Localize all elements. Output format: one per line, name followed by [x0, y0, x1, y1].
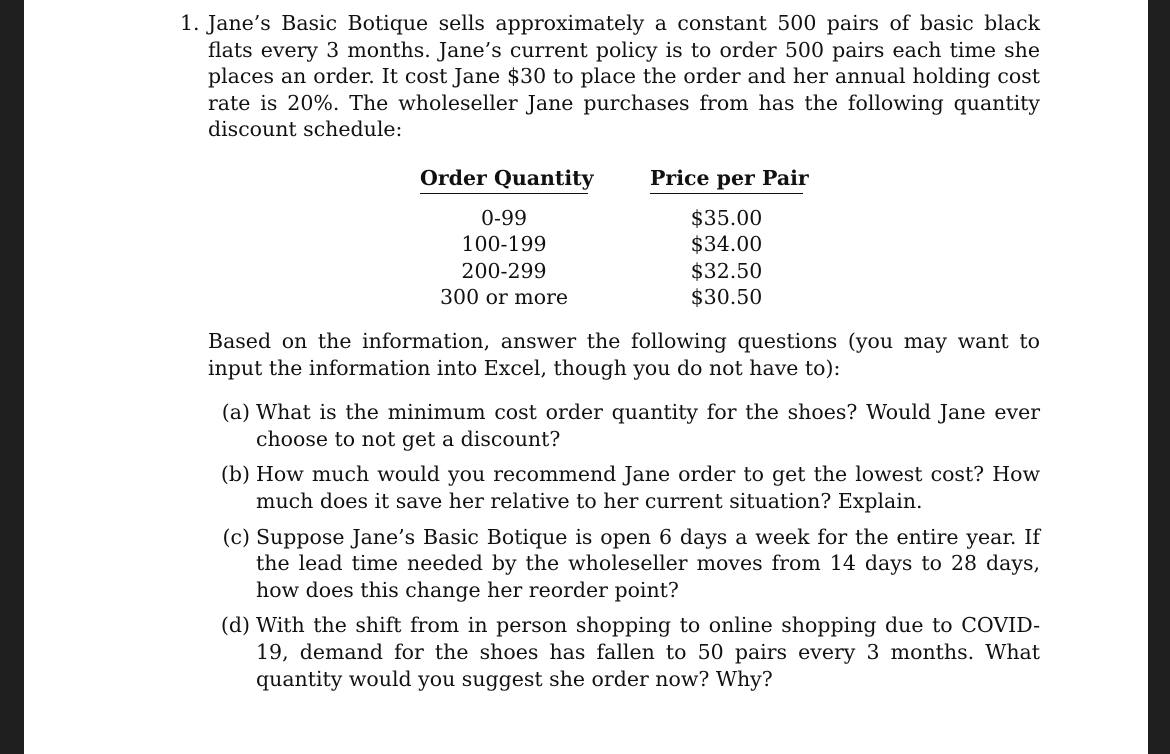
price-cell: $34.00 — [690, 232, 763, 257]
quantity-cell: 200-299 — [461, 258, 547, 283]
part-text: With the shift from in person shopping to online shopping due to COVID-19, demand for the shoes has fallen to 50 pairs every 3 months. What quantity would you suggest she order now? Why? — [256, 613, 1040, 691]
price-cell: $35.00 — [690, 205, 763, 230]
question-part-c — [222, 524, 1040, 604]
question-parts — [180, 399, 1040, 692]
price-per-pair-header: Price per Pair — [650, 165, 803, 194]
part-text: What is the minimum cost order quantity for the shoes? Would Jane ever choose to not get a discount? — [256, 400, 1040, 451]
quantity-cell: 0-99 — [480, 205, 528, 230]
discount-schedule-table — [180, 143, 1040, 328]
part-label: (b) — [220, 462, 250, 487]
part-label: (c) — [222, 524, 250, 549]
price-cell: $32.50 — [690, 258, 763, 283]
problem-1 — [180, 10, 1040, 701]
part-text: Suppose Jane’s Basic Botique is open 6 days a week for the entire year. If the lead time needed by the wholeseller moves from 14 days to 28 days, how does this change her reorder point? — [256, 524, 1040, 602]
part-label: (d) — [220, 613, 250, 638]
order-quantity-header: Order Quantity — [420, 165, 588, 194]
order-quantity-column — [420, 165, 594, 311]
part-text: How much would you recommend Jane order to get the lowest cost? How much does it save her relative to her current situation? Explain. — [256, 462, 1040, 513]
document-page — [24, 0, 1148, 754]
price-per-pair-column — [650, 165, 809, 311]
problem-number: 1. — [180, 11, 200, 35]
price-cell: $30.50 — [690, 285, 763, 310]
quantity-cell: 300 or more — [439, 285, 568, 310]
question-part-a — [221, 399, 1040, 452]
quantity-cell: 100-199 — [461, 232, 547, 257]
instruction-paragraph: Based on the information, answer the following questions (you may want to input the information into Excel, though you do not have to): — [208, 328, 1040, 380]
part-label: (a) — [221, 400, 250, 425]
question-part-d — [220, 612, 1040, 692]
problem-intro: Jane’s Basic Botique sells approximately a constant 500 pairs of basic black flats every 3 months. Jane’s current policy is to order 500 pairs each time she places an order. It cost Jane $30 to place the order and her annual holding cost rate is 20%. The wholeseller Jane purchases from has the following quantity discount schedule: — [208, 11, 1040, 142]
question-part-b — [220, 461, 1040, 514]
